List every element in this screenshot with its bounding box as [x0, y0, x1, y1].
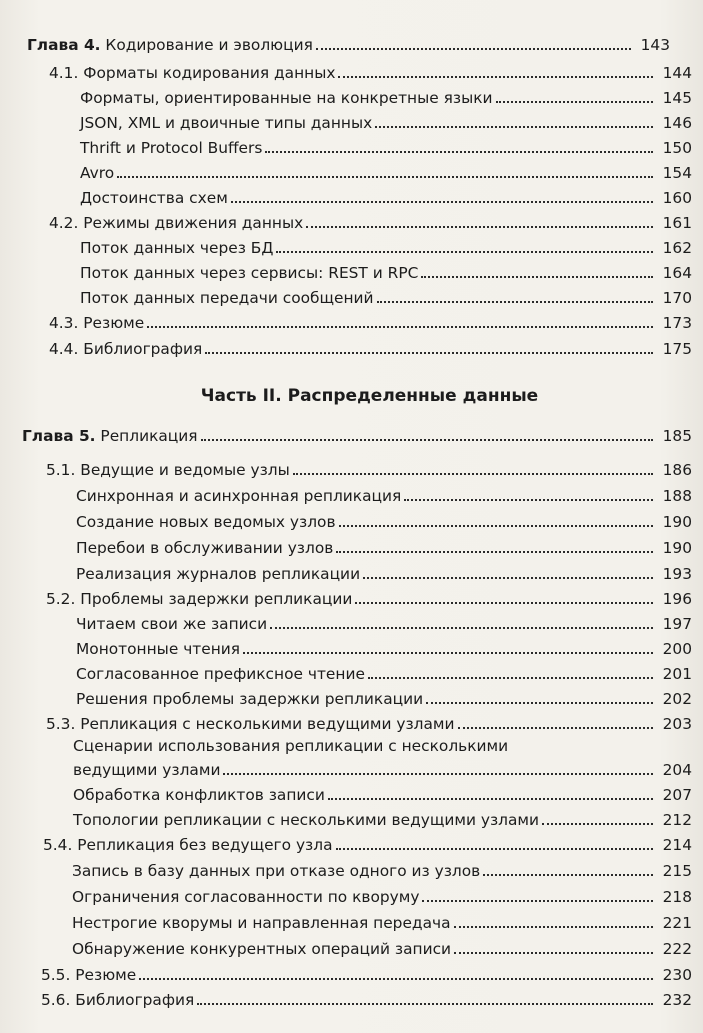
part-title: Часть II. Распределенные данные	[200, 386, 539, 406]
leader-dots	[339, 525, 653, 527]
toc-entry	[76, 559, 692, 583]
leader-dots	[316, 48, 631, 50]
toc-entry-label: 5.6. Библиография	[41, 991, 195, 1009]
page-number: 186	[662, 461, 692, 479]
toc-entry	[80, 183, 692, 207]
page-number: 202	[662, 690, 692, 708]
page-number: 175	[662, 340, 692, 358]
leader-dots	[368, 677, 653, 679]
toc-entry-label: Поток данных через сервисы: REST и RPC	[80, 264, 419, 282]
page-number: 196	[662, 590, 692, 608]
page-number: 232	[662, 991, 692, 1009]
toc-entry	[76, 481, 692, 505]
leader-dots	[205, 352, 653, 354]
toc-entry-label: Нестрогие кворумы и направленная передача	[72, 914, 451, 932]
page-number: 144	[662, 64, 692, 82]
page-number: 215	[662, 862, 692, 880]
page-number: 185	[662, 427, 692, 445]
toc-entry-label: Создание новых ведомых узлов	[76, 513, 336, 531]
page-number: 201	[662, 665, 692, 683]
page-number: 193	[662, 565, 692, 583]
toc-entry	[41, 960, 692, 984]
leader-dots	[422, 900, 653, 902]
page-number: 170	[662, 289, 692, 307]
toc-entry-label: Топологии репликации с несколькими ведущими узлами	[73, 811, 540, 829]
toc-entry-label: Обработка конфликтов записи	[73, 786, 325, 804]
page-number: 214	[662, 836, 692, 854]
toc-entry-label: Запись в базу данных при отказе одного из узлов	[72, 862, 481, 880]
leader-dots	[231, 201, 653, 203]
toc-entry	[49, 208, 692, 232]
toc-entry-label: Форматы, ориентированные на конкретные языки	[80, 89, 493, 107]
toc-chapter-5	[22, 421, 692, 445]
leader-dots	[201, 439, 653, 441]
toc-entry-label: Поток данных передачи сообщений	[80, 289, 374, 307]
page-number: 160	[662, 189, 692, 207]
leader-dots	[454, 926, 653, 928]
page-number: 146	[662, 114, 692, 132]
toc-chapter-4	[27, 30, 670, 54]
toc-entry	[43, 830, 692, 854]
leader-dots	[270, 627, 653, 629]
page-number: 190	[662, 539, 692, 557]
chapter-label	[22, 427, 198, 445]
toc-entry-label: 4.1. Форматы кодирования данных	[49, 64, 336, 82]
toc-entry	[76, 533, 692, 557]
leader-dots	[139, 978, 653, 980]
toc-entry-label: 5.2. Проблемы задержки репликации	[46, 590, 353, 608]
toc-entry	[46, 455, 692, 479]
page-number: 230	[662, 966, 692, 984]
toc-entry-label: Монотонные чтения	[76, 640, 241, 658]
toc-entry	[41, 985, 692, 1009]
page-number: 218	[662, 888, 692, 906]
leader-dots	[355, 602, 653, 604]
toc-entry	[80, 158, 692, 182]
toc-entry	[46, 584, 692, 608]
leader-dots	[336, 551, 653, 553]
toc-entry-label: Реализация журналов репликации	[76, 565, 361, 583]
toc-entry	[80, 258, 692, 282]
toc-entry-label: 5.1. Ведущие и ведомые узлы	[46, 461, 290, 479]
page-number: 197	[662, 615, 692, 633]
page-number: 154	[662, 164, 692, 182]
toc-entry	[76, 684, 692, 708]
toc-entry	[72, 934, 692, 958]
toc-entry	[80, 133, 692, 157]
chapter-prefix: Глава 4.	[27, 36, 101, 54]
chapter-title: Кодирование и эволюция	[105, 36, 313, 54]
page-number: 145	[662, 89, 692, 107]
toc-entry	[76, 659, 692, 683]
toc-entry	[49, 308, 692, 332]
leader-dots	[223, 773, 653, 775]
page-number: 221	[662, 914, 692, 932]
leader-dots	[483, 874, 653, 876]
leader-dots	[421, 276, 653, 278]
leader-dots	[458, 727, 653, 729]
page-number: 203	[662, 715, 692, 733]
page-number: 162	[662, 239, 692, 257]
leader-dots	[404, 499, 653, 501]
leader-dots	[336, 848, 653, 850]
page-number: 212	[662, 811, 692, 829]
toc-entry-label: 5.5. Резюме	[41, 966, 137, 984]
leader-dots	[338, 76, 653, 78]
toc-entry-label: 5.4. Репликация без ведущего узла	[43, 836, 333, 854]
page-number: 207	[662, 786, 692, 804]
toc-entry-label: Обнаружение конкурентных операций записи	[72, 940, 452, 958]
toc-entry-label: 4.3. Резюме	[49, 314, 145, 332]
toc-entry	[72, 856, 692, 880]
toc-entry	[49, 334, 692, 358]
leader-dots	[276, 251, 653, 253]
leader-dots	[117, 176, 653, 178]
toc-entry-label: Читаем свои же записи	[76, 615, 268, 633]
toc-entry-label: Поток данных через БД	[80, 239, 274, 257]
leader-dots	[328, 798, 653, 800]
leader-dots	[496, 101, 653, 103]
toc-entry	[80, 233, 692, 257]
toc-entry	[72, 882, 692, 906]
leader-dots	[197, 1003, 653, 1005]
leader-dots	[454, 952, 653, 954]
leader-dots	[542, 823, 653, 825]
toc-entry-label-line1: Сценарии использования репликации с несколькими	[73, 737, 509, 755]
chapter-prefix: Глава 5.	[22, 427, 96, 445]
leader-dots	[375, 126, 653, 128]
toc-entry	[76, 609, 692, 633]
toc-entry-label: Решения проблемы задержки репликации	[76, 690, 424, 708]
toc-entry	[76, 634, 692, 658]
leader-dots	[293, 473, 653, 475]
leader-dots	[147, 326, 653, 328]
page-number: 161	[662, 214, 692, 232]
toc-entry-label: ведущими узлами	[73, 761, 221, 779]
toc-entry	[49, 58, 692, 82]
toc-entry	[76, 507, 692, 531]
toc-entry	[80, 108, 692, 132]
toc-entry	[73, 755, 692, 779]
toc-entry	[72, 908, 692, 932]
page-number: 173	[662, 314, 692, 332]
chapter-label	[27, 36, 313, 54]
page-number: 164	[662, 264, 692, 282]
toc-entry	[73, 805, 692, 829]
toc-entry	[80, 83, 692, 107]
page-number: 204	[662, 761, 692, 779]
toc-entry-label: 5.3. Репликация с несколькими ведущими узлами	[46, 715, 455, 733]
toc-entry	[46, 709, 692, 733]
page-number: 190	[662, 513, 692, 531]
toc-entry-label: 4.2. Режимы движения данных	[49, 214, 304, 232]
toc-entry-label: Ограничения согласованности по кворуму	[72, 888, 420, 906]
page-number: 200	[662, 640, 692, 658]
page-number: 150	[662, 139, 692, 157]
leader-dots	[306, 226, 653, 228]
leader-dots	[377, 301, 653, 303]
toc-entry-label: Синхронная и асинхронная репликация	[76, 487, 402, 505]
chapter-title: Репликация	[100, 427, 198, 445]
toc-entry-label: Avro	[80, 164, 115, 182]
toc-entry	[73, 780, 692, 804]
part-heading	[0, 386, 703, 406]
toc-entry-label: 4.4. Библиография	[49, 340, 203, 358]
toc-entry	[80, 283, 692, 307]
toc-entry-label: JSON, XML и двоичные типы данных	[80, 114, 373, 132]
toc-entry-label: Перебои в обслуживании узлов	[76, 539, 334, 557]
leader-dots	[363, 577, 653, 579]
page-number: 222	[662, 940, 692, 958]
page-number: 143	[640, 36, 670, 54]
leader-dots	[426, 702, 653, 704]
toc-entry-label: Достоинства схем	[80, 189, 228, 207]
toc-entry-label: Thrift и Protocol Buffers	[80, 139, 263, 157]
toc-entry-label: Согласованное префиксное чтение	[76, 665, 365, 683]
leader-dots	[243, 652, 653, 654]
leader-dots	[265, 151, 653, 153]
page-number: 188	[662, 487, 692, 505]
